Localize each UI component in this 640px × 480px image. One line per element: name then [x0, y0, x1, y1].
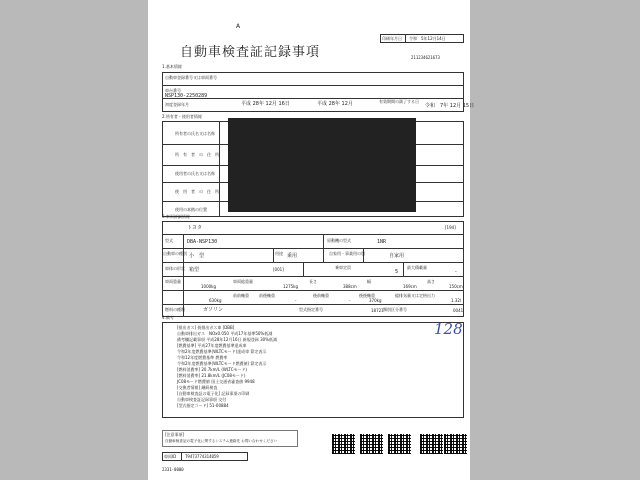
remark-line: 自動車排出ガス NOx0.050 平成17年基準50%低減 [177, 331, 273, 336]
max-load-value: - [455, 269, 457, 275]
section2-label: 2.所有者・使用者情報 [162, 114, 202, 119]
front-axle-label: 前前軸重 [233, 293, 249, 298]
qr-code-4 [420, 434, 443, 454]
first-reg-value: 平成 28年 12月 16日 [241, 101, 290, 107]
weight-label: 車両重量 [165, 279, 181, 284]
weight-value: 1000kg [201, 284, 217, 289]
displacement-label: 総排気量又は定格出力 [395, 293, 435, 298]
model-value: DBA-NSP130 [187, 239, 218, 245]
document-title: 自動車検査証記録事項 [180, 45, 321, 60]
notice-text: 自動車検査証の電子化に関するシステム連絡先 お問い合わせください [165, 439, 278, 443]
base-location-label: 使用の本拠の位置 [175, 207, 207, 212]
body-shape-code: [001] [273, 267, 284, 272]
qr-code-3 [388, 434, 411, 454]
type-no-label: 型式指定番号 [299, 307, 323, 312]
remark-line: [交換者情報] 継続検査 [177, 385, 218, 390]
remark-line: 令和2年度燃費基準(WLTCモード燃費値) 算定表示 [177, 361, 267, 366]
first-reg-year: 平成 28年 12月 [317, 101, 353, 107]
private-value: 自家用 [389, 253, 405, 259]
displacement-value: 1.32l [451, 298, 462, 303]
basic-info-table [162, 72, 475, 112]
form-code: 2331-0000 [162, 467, 184, 472]
type-no-value: 18721 [371, 308, 384, 313]
axle3-value: - [349, 298, 351, 303]
section1-label: 1.基本情報 [162, 64, 182, 69]
length-label: 長さ [309, 279, 317, 284]
max-load-label: 最大積載量 [407, 265, 427, 270]
owner-address-label: 所 有 者 の 住 所 [175, 152, 219, 157]
vehicle-class-value: 小 型 [189, 253, 205, 259]
print-date-label: 印刷年月日 [382, 36, 402, 41]
user-address-label: 使 用 者 の 住 所 [175, 189, 219, 194]
height-value: 150cm [449, 284, 463, 289]
remarks-box [162, 322, 464, 418]
vehicle-id-value: T9473774314059 [185, 454, 219, 459]
section3-label: 3.車両詳細情報 [162, 214, 190, 219]
capacity-label: 乗車定員 [335, 265, 351, 270]
length-value: 388cm [343, 284, 357, 289]
gross-weight-label: 車両総重量 [233, 279, 253, 284]
expiry-label: 有効期間の満了する日 [379, 99, 419, 104]
remark-line: [燃料消費率] 21.8km/L (JC08モード) [177, 373, 246, 378]
remark-line: JC08モード燃費値 国土交通省審査値 9948 [177, 379, 255, 384]
width-label: 幅 [367, 279, 371, 284]
corner-mark: A [236, 23, 241, 30]
maker-code: [194] [445, 225, 456, 230]
user-name-label: 使用者の氏名又は名称 [175, 171, 215, 176]
maker-value: トヨタ [187, 225, 203, 231]
vin-label: 車台番号 [165, 88, 181, 93]
body-shape-value: 箱型 [189, 267, 200, 273]
vehicle-id-box [162, 452, 248, 461]
remark-line: 令和2年度燃費基準(WLTCモード)達成車 算定表示 [177, 349, 267, 354]
height-label: 高さ [427, 279, 435, 284]
print-date-box [380, 34, 464, 43]
use-value: 乗用 [287, 253, 298, 259]
notice-box [162, 430, 298, 447]
capacity-value: 5 [395, 269, 399, 275]
first-reg-label: 初度登録年月 [165, 102, 189, 107]
axle4-value: 370kg [369, 298, 382, 303]
qr-code-2 [360, 434, 383, 454]
front-axle-value: 630kg [209, 298, 222, 303]
handwritten-number: 128 [434, 320, 463, 338]
print-date: 令和 5年12月14日 [409, 36, 446, 41]
remark-line: [自動車検査証の電子化] 記録事項の印刷 [177, 391, 250, 396]
qr-code-1 [332, 434, 355, 454]
vehicle-id-label: 車両ID [164, 454, 177, 459]
remark-line: [燃費基準] 平成27年度燃費基準達成車 [177, 343, 247, 348]
remark-line: 備考欄記載事項 平成28年12月16日 新規登録 30%低減 [177, 337, 277, 342]
model-label: 型式 [165, 238, 173, 243]
class-no-label: 類別区分番号 [383, 307, 407, 312]
vehicle-class-label: 自動車の種別 [163, 251, 187, 256]
inspection-record-sheet [148, 0, 475, 480]
body-shape-label: 車体の形状 [165, 266, 185, 271]
axle4-label: 後後軸重 [359, 293, 375, 298]
axle3-label: 後前軸重 [313, 293, 329, 298]
document-number: 211234621673 [411, 55, 440, 60]
remark-line: [型式指定コード] 51-00884 [177, 403, 229, 408]
expiry-value: 令和 7年 12月 15日 [425, 103, 475, 109]
remark-line: [燃料消費率] 20.7km/L (WLTCモード) [177, 367, 247, 372]
engine-label: 原動機の型式 [327, 238, 351, 243]
private-label: 自家用・事業用の別 [329, 251, 365, 256]
remark-line: 令和12年度燃費基準 燃費率 [177, 355, 228, 360]
class-no-value: 0041 [453, 308, 464, 313]
qr-code-5 [444, 434, 467, 454]
vin-value: NSP130-2250289 [165, 93, 208, 99]
owner-name-label: 所有者の氏名又は名称 [175, 131, 215, 136]
engine-value: 1NR [377, 239, 387, 245]
axle2-value: - [295, 298, 297, 303]
fuel-value: ガソリン [203, 307, 224, 313]
axle2-label: 前後軸重 [259, 293, 275, 298]
reg-number-label: 自動車登録番号又は車両番号 [165, 75, 217, 80]
redaction-block [228, 118, 416, 212]
gross-weight-value: 1275kg [283, 284, 299, 289]
notice-label: [注意事項] [165, 432, 185, 437]
section4-label: 4.備考 [162, 315, 174, 320]
remark-line: [排出ガス] 低排出ガス車 [DBB] [177, 325, 235, 330]
use-label: 用途 [275, 251, 283, 256]
vehicle-detail-table [162, 221, 464, 317]
width-value: 169cm [403, 284, 417, 289]
remark-line: 自動車検査証記録事項 交付 [177, 397, 227, 402]
fuel-label: 燃料の種類 [165, 307, 185, 312]
